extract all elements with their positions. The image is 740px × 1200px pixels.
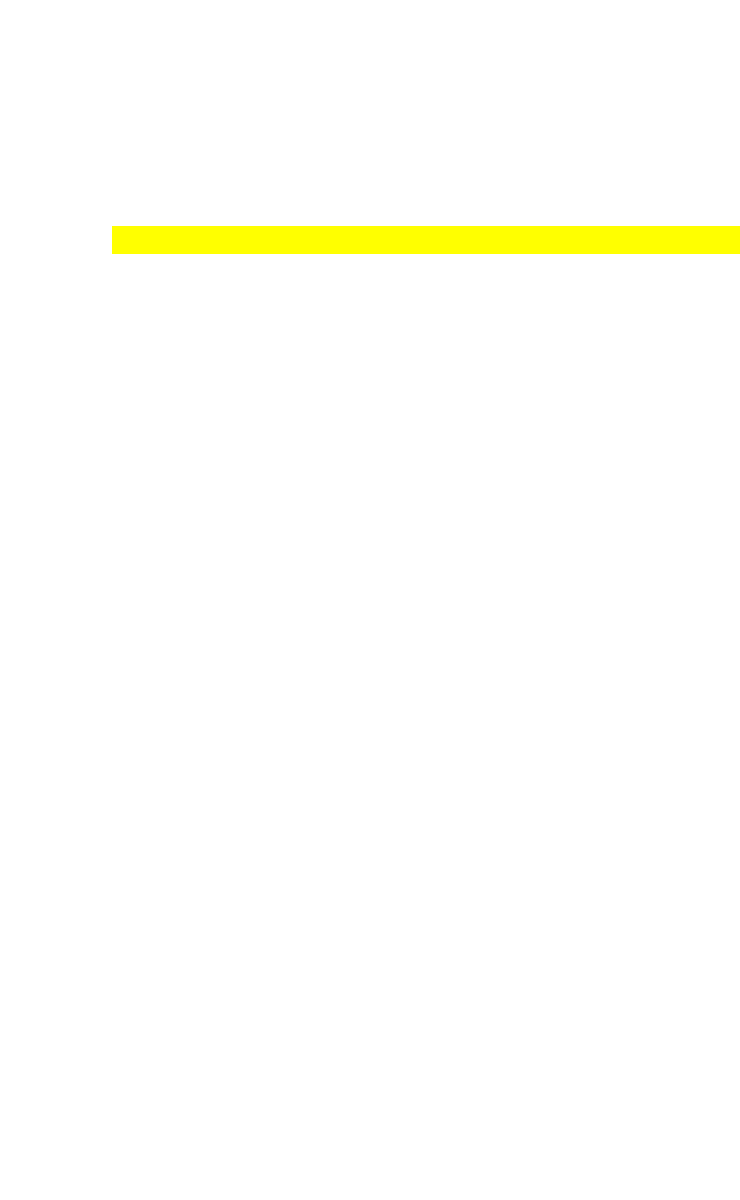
row-observador bbox=[0, 32, 740, 60]
row-frecuencia bbox=[0, 144, 740, 172]
row-start bbox=[0, 60, 740, 88]
column-header-row bbox=[112, 226, 740, 254]
row-enviar bbox=[0, 172, 740, 200]
row-modo bbox=[0, 116, 740, 144]
row-evento bbox=[0, 4, 740, 32]
row-end bbox=[0, 88, 740, 116]
